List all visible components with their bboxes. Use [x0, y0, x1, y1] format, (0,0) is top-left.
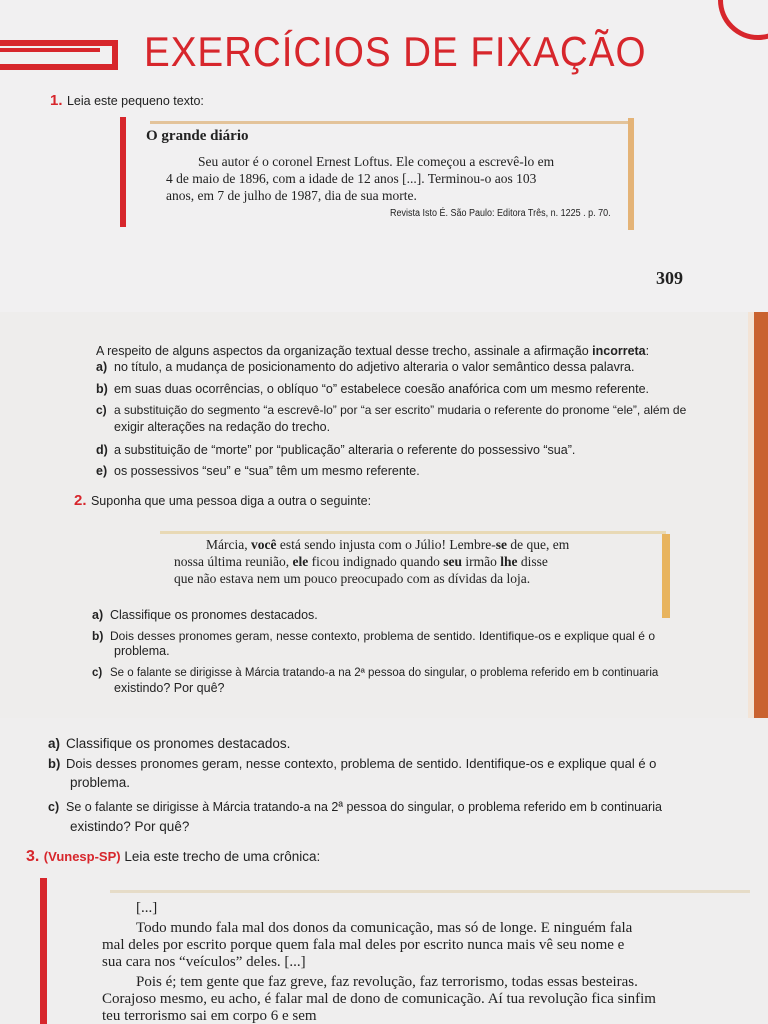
box-top-border	[150, 121, 634, 124]
chronicle-line: [...]	[136, 900, 158, 916]
chronicle-line: Corajoso mesmo, eu acho, é falar mal de dono de comunicação. Aí tua revolução fica sinfim	[102, 991, 656, 1007]
box-line: 4 de maio de 1896, com a idade de 12 anos [...]. Terminou-o aos 103	[166, 171, 537, 186]
option-c: c) a substituição do segmento “a escrevê-lo” por “a ser escrito” mudaria o referente do pronome “ele”, além de	[96, 403, 687, 417]
quote-line: que não estava nem um pouco preocupado com as dívidas da loja.	[174, 571, 531, 586]
q2-option-b-cont: problema.	[114, 644, 170, 658]
option-e: e) os possessivos “seu” e “sua” têm um mesmo referente.	[96, 464, 420, 478]
q2-option-a: a) Classifique os pronomes destacados.	[92, 608, 318, 622]
question-2-header: 2. Suponha que uma pessoa diga a outra o seguinte:	[74, 492, 372, 509]
question-number: 1.	[50, 92, 63, 109]
q3-box-left-border	[40, 878, 47, 1024]
q2-option-a-repeat: a) Classifique os pronomes destacados.	[48, 736, 291, 751]
page-number: 309	[656, 268, 683, 288]
box-line: anos, em 7 de julho de 1987, dia de sua morte.	[166, 188, 417, 203]
q2-option-c-repeat-cont: existindo? Por quê?	[70, 819, 190, 834]
quote-top-border	[160, 531, 666, 534]
option-c-cont: exigir alterações na redação do trecho.	[114, 420, 331, 434]
option-b: b) em suas duas ocorrências, o oblíquo “o” estabelece coesão anafórica com um mesmo referente.	[96, 382, 649, 396]
q2-option-b-repeat: b) Dois desses pronomes geram, nesse contexto, problema de sentido. Identifique-os e explique qual é o	[48, 756, 657, 771]
chronicle-line: Todo mundo fala mal dos donos da comunicação, mas só de longe. E ninguém fala	[136, 920, 633, 936]
box-right-border	[628, 118, 634, 230]
q3-box-top-border	[110, 890, 750, 893]
option-d: d) a substituição de “morte” por “publicação” alteraria o referente do possessivo “sua”.	[96, 443, 576, 457]
box-left-border	[120, 117, 126, 227]
q2-option-b: b) Dois desses pronomes geram, nesse contexto, problema de sentido. Identifique-os e explique qual é o	[92, 629, 655, 643]
quote-line: Márcia, você está sendo injusta com o Júlio! Lembre-se de que, em	[206, 537, 570, 552]
section-title: EXERCÍCIOS DE FIXAÇÃO	[144, 28, 647, 75]
chronicle-line: sua cara nos “veículos” deles. [...]	[102, 954, 306, 970]
q2-option-c: c) Se o falante se dirigisse à Márcia tratando-a na 2ª pessoa do singular, o problema referido em b continuaria	[92, 667, 659, 679]
quote-line: nossa última reunião, ele ficou indignado quando seu irmão lhe disse	[174, 554, 548, 569]
question-1-statement: A respeito de alguns aspectos da organização textual desse trecho, assinale a afirmação incorreta:	[96, 344, 650, 358]
right-edge-highlight	[748, 312, 754, 718]
question-1-header	[50, 92, 204, 110]
question-prompt: Leia este pequeno texto:	[66, 94, 204, 108]
page-strip-middle	[0, 312, 768, 718]
page-strip-top	[0, 0, 768, 312]
quote-right-border	[662, 534, 670, 618]
chronicle-line: teu terrorismo sai em corpo 6 e sem	[102, 1008, 317, 1024]
right-edge-bar	[754, 312, 768, 718]
box-source: Revista Isto É. São Paulo: Editora Três, n. 1225 . p. 70.	[390, 208, 611, 219]
question-3-header: 3. (Vunesp-SP) Leia este trecho de uma crônica:	[26, 848, 321, 865]
box-line: Seu autor é o coronel Ernest Loftus. Ele começou a escrevê-lo em	[198, 154, 555, 169]
q2-option-b-repeat-cont: problema.	[70, 775, 131, 790]
header-bar-icon	[0, 40, 118, 70]
page-strip-bottom	[0, 718, 768, 1024]
option-a: a) no título, a mudança de posicionamento do adjetivo alteraria o valor semântico dessa palavra.	[96, 360, 635, 374]
q2-option-c-repeat: c) Se o falante se dirigisse à Márcia tratando-a na 2ª pessoa do singular, o problema referido em b continuaria	[48, 800, 662, 814]
decorative-arc	[718, 0, 768, 40]
chronicle-line: Pois é; tem gente que faz greve, faz revolução, faz terrorismo, todas essas besteiras.	[136, 974, 638, 990]
q2-option-c-cont: existindo? Por quê?	[114, 681, 225, 695]
box-title: O grande diário	[146, 128, 249, 144]
chronicle-line: mal deles por escrito porque quem fala mal deles por escrito nunca mais vê seu nome e	[102, 937, 625, 953]
